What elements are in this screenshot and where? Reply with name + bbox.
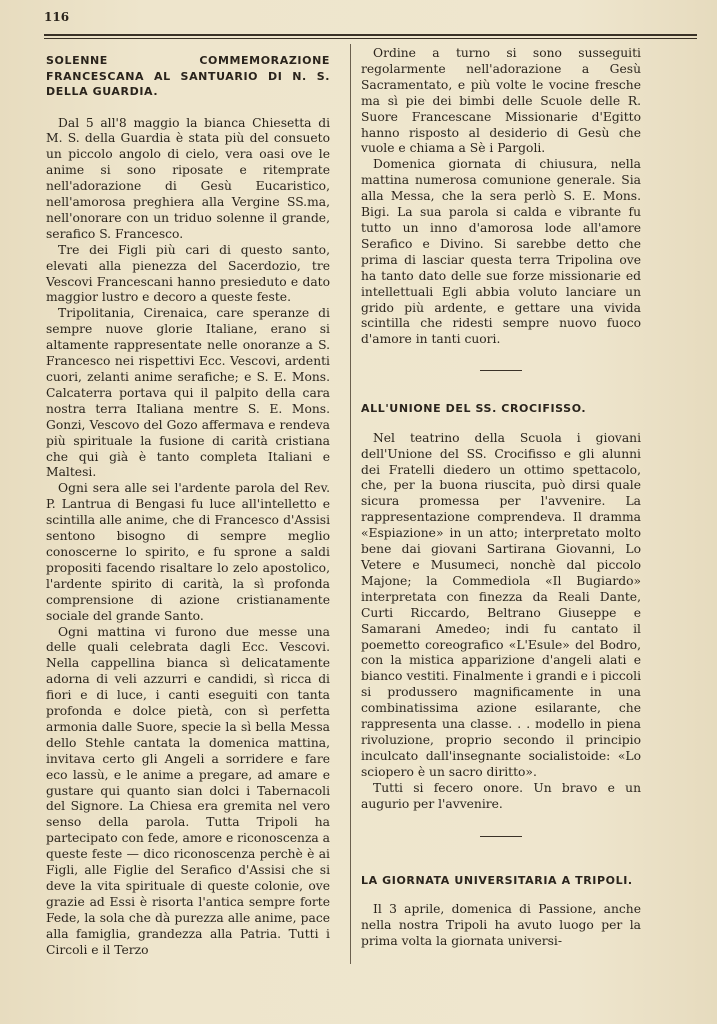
- article-paragraph: Tripolitania, Cirenaica, care speranze di sempre nuove glorie Italiane, erano si altamente rappresentate nelle onoranze a S. Francesco nei rispettivi Ecc. Vescovi, ardenti cuori, zelanti anime serafiche; e S. E. Mons. Calcaterra portava qui il palpito della cara nostra terra Italiana mentre S. E. Mons. Gonzi, Vescovo del Gozo affermava e rendeva più spirituale la fusione di carità cristiana che qui già è tanto completa Italiani e Maltesi.: [46, 306, 330, 480]
- article-paragraph: Ordine a turno si sono susseguiti regolarmente nell'adorazione a Gesù Sacramentato, e più volte le vocine fresche ma sì pie dei bimbi delle Scuole delle R. Suore Francescane Missionarie d'Egitto hanno risposto al desiderio di Gesù che vuole e chiama a Sè i Pargoli.: [361, 46, 641, 156]
- article-paragraph: Domenica giornata di chiusura, nella mattina numerosa comunione generale. Sia alla Messa, che la sera perlò S. E. Mons. Bigi. La sua parola si calda e vibrante fu tutto un inno d'amorosa lode all'amore Serafico e Divino. Si sarebbe detto che prima di lasciar questa terra Tripolina ove ha tanto dato delle sue forze missionarie ed intellettuali Egli abbia voluto lanciare un grido più ardente, e gettare una vivida scintilla che ridesti sempre nuovo fuoco d'amore in tanti cuori.: [361, 157, 641, 347]
- article-headline-crocifisso: ALL'UNIONE DEL SS. CROCIFISSO.: [361, 402, 587, 416]
- column-divider: [350, 44, 351, 964]
- section-separator: [480, 836, 522, 837]
- article-paragraph: Ogni mattina vi furono due messe una delle quali celebrata dagli Ecc. Vescovi. Nella cappellina bianca sì delicatamente adorna di veli azzurri e candidi, sì ricca di fiori e di luce, i canti eseguiti con tanta profonda e dolce pietà, con sì perfetta armonia dalle Suore, specie la sì bella Messa dello Stehle cantata la domenica mattina, invitava certo gli Angeli a sorridere e fare eco lassù, e le anime a pregare, ad amare e gustare qui quanto sian dolci i Tabernacoli del Signore. La Chiesa era gremita nel vero senso della parola. Tutta Tripoli ha partecipato con fede, amore e riconoscenza a queste feste — dico riconoscenza perchè è ai Figli, alle Figlie del Serafico d'Assisi che si deve la vita spirituale di queste colonie, ove grazie ad Essi è risorta l'antica sempre forte Fede, la sola che dà purezza alle anime, pace alla famiglia, grandezza alla Patria. Tutti i Circoli e il Terzo: [46, 624, 331, 957]
- right-column: [361, 46, 641, 950]
- section-separator: [480, 370, 522, 371]
- header-rule: [44, 34, 697, 39]
- page-number: 116: [44, 10, 70, 24]
- article-paragraph: Dal 5 all'8 maggio la bianca Chiesetta di M. S. della Guardia è stata più del consueto un piccolo angolo di cielo, vera oasi ove le anime si sono riposate e ritemprate nell'adorazione di Gesù Eucaristico, nell'amorosa preghiera alla Vergine SS.ma, nell'onorare con un triduo solenne il grande, serafico S. Francesco.: [46, 115, 330, 241]
- article-paragraph: Ogni sera alle sei l'ardente parola del Rev. P. Lantrua di Bengasi fu luce all'intelletto e scintilla alle anime, che di Francesco d'Assisi sentono bisogno di sempre meglio conoscerne lo spirito, e fu sprone a saldi propositi facendo risaltare lo zelo apostolico, l'ardente spirito di carità, la sì profonda comprensione di azione cristianamente sociale del grande Santo.: [46, 481, 330, 623]
- article-paragraph: Il 3 aprile, domenica di Passione, anche nella nostra Tripoli ha avuto luogo per la prima volta la giornata universi-: [361, 901, 641, 948]
- left-column: [46, 50, 330, 959]
- article-paragraph: Tre dei Figli più cari di questo santo, elevati alla pienezza del Sacerdozio, tre Vescovi Francescani hanno presieduto e dato maggior lustro e decoro a queste feste.: [46, 242, 330, 305]
- article-headline-commemorazione: SOLENNE COMMEMORAZIONE FRANCESCANA AL SANTUARIO DI N. S. DELLA GUARDIA.: [46, 54, 330, 98]
- article-paragraph: Nel teatrino della Scuola i giovani dell'Unione del SS. Crocifisso e gli alunni dei Fratelli diedero un ottimo spettacolo, che, per la buona riuscita, può dirsi quale sicura promessa per l'avvenire. La rappresentazione comprendeva. Il dramma «Espiazione» in un atto; interpretato molto bene dai giovani Sartirana Giovanni, Lo Vetere e Musumeci, nonchè dal piccolo Majone; la Commediola «Il Bugiardo» interpretata con finezza da Reali Dante, Curti Riccardo, Beltrano Giuseppe e Samarani Amedeo; indi fu cantato il poemetto coreografico «L'Esule» del Bodro, con la mistica apparizione d'angeli alati e bianco vestiti. Finalmente i grandi e i piccoli si produssero magnificamente in una combinatissima azione esilarante, che rappresenta una classe. . . modello in piena rivoluzione, proprio secondo il principio inculcato dall'insegnante socialistoide: «Lo sciopero è un sacro diritto».: [361, 430, 641, 779]
- article-headline-giornata-universitaria: LA GIORNATA UNIVERSITARIA A TRIPOLI.: [361, 874, 633, 888]
- article-paragraph: Tutti si fecero onore. Un bravo e un augurio per l'avvenire.: [361, 780, 641, 811]
